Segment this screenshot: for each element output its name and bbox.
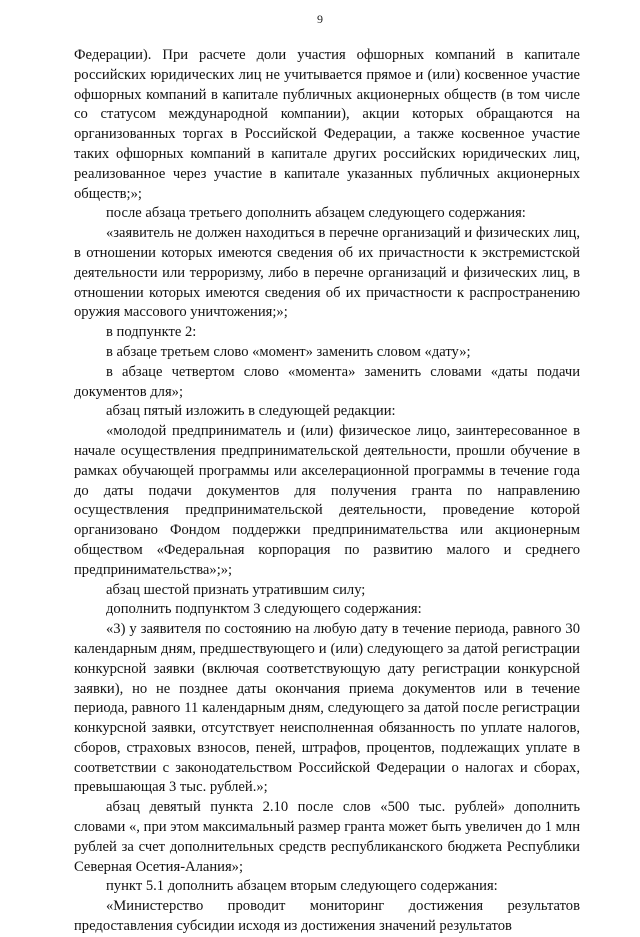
page-number: 9	[317, 12, 323, 26]
paragraph: в подпункте 2:	[106, 324, 197, 341]
paragraph: в абзаце четвертом слово «момента» заменить словами «даты подачи документов для»;	[74, 363, 580, 400]
paragraph: абзац девятый пункта 2.10 после слов «500 тыс. рублей» дополнить словами «, при этом максимальный размер гранта может быть увеличен до 1 млн рублей за счет дополнительных средств республиканского бюджета Республики Северная Осетия-Алания»;	[74, 799, 580, 875]
paragraph: после абзаца третьего дополнить абзацем следующего содержания:	[106, 205, 526, 222]
paragraph: в абзаце третьем слово «момент» заменить словом «дату»;	[106, 343, 471, 360]
paragraph: «Министерство проводит мониторинг достижения результатов предоставления субсидии исходя из достижения значений результатов	[74, 898, 580, 935]
paragraph: дополнить подпунктом 3 следующего содержания:	[106, 601, 422, 618]
paragraph: Федерации). При расчете доли участия офшорных компаний в капитале российских юридических лиц не учитывается прямое и (или) косвенное участие офшорных компаний в капитале публичных акционерных обществ (в том числе со статусом международной компании), акции которых обращаются на организованных торгах в Российской Федерации, а также косвенное участие таких офшорных компаний в капитале других российских юридических лиц, реализованное через участие в капитале указанных публичных акционерных обществ;»;	[74, 47, 580, 202]
paragraph: «3) у заявителя по состоянию на любую дату в течение периода, равного 30 календарным дням, предшествующего и (или) следующего за датой регистрации конкурсной заявки (включая соответствующую дату регистрации конкурсной заявки), но не позднее даты окончания приема документов или в течение периода, равного 11 календарным дням, следующего за датой после регистрации конкурсной заявки, отсутствует неисполненная обязанность по уплате налогов, сборов, страховых взносов, пеней, штрафов, процентов, подлежащих уплате в соответствии с законодательством Российской Федерации о налогах и сборах, превышающая 3 тыс. рублей.»;	[74, 621, 580, 796]
paragraph: абзац пятый изложить в следующей редакции:	[106, 403, 396, 420]
paragraph: «заявитель не должен находиться в перечне организаций и физических лиц, в отношении которых имеются сведения об их причастности к экстремистской деятельности или терроризму, либо в перечне организаций и физических лиц, в отношении которых имеются сведения об их причастности к распространению оружия массового уничтожения;»;	[74, 225, 580, 321]
paragraph: пункт 5.1 дополнить абзацем вторым следующего содержания:	[106, 878, 498, 895]
paragraph: «молодой предприниматель и (или) физическое лицо, заинтересованное в начале осуществления предпринимательской деятельности, прошли обучение в рамках обучающей программы или акселерационной программы в течение года до даты подачи документов для получения гранта по направлению осуществления предпринимательской деятельности, проведение которой организовано Фондом поддержки предпринимательства или акционерным обществом «Федеральная корпорация по развитию малого и среднего предпринимательства»;»;	[74, 423, 580, 578]
document-body	[74, 46, 580, 937]
paragraph: абзац шестой признать утратившим силу;	[106, 581, 366, 598]
